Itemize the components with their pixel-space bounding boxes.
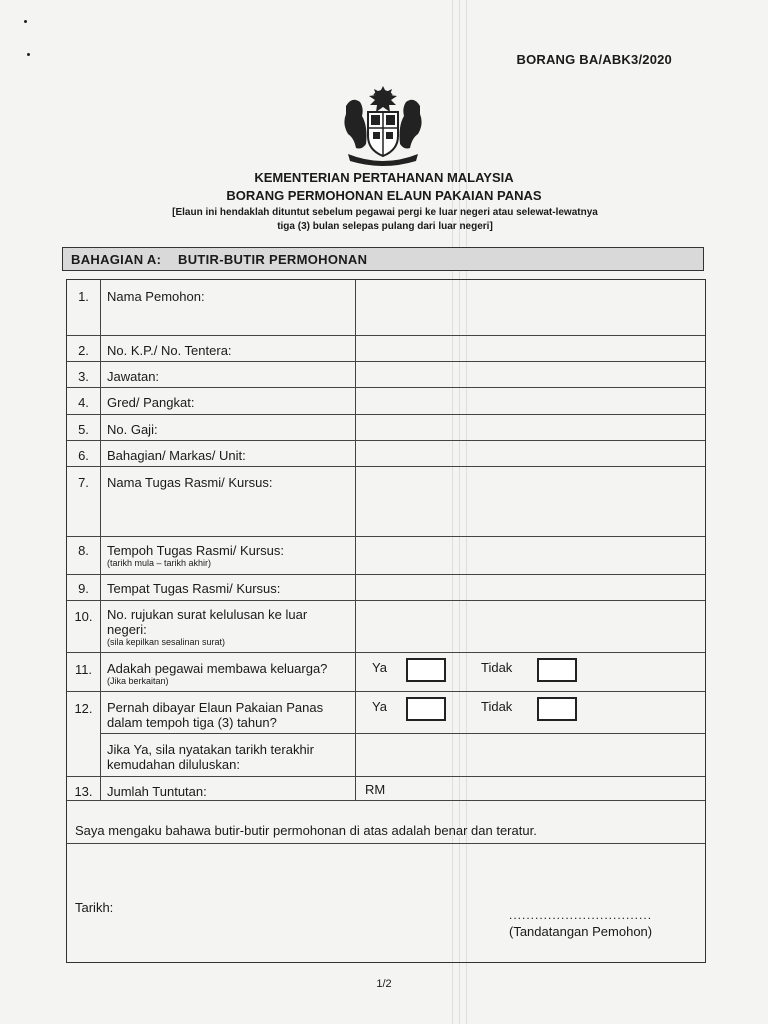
field-label-jawatan: Jawatan: bbox=[107, 369, 160, 384]
column-divider bbox=[100, 280, 101, 800]
coat-of-arms-emblem bbox=[334, 84, 432, 166]
column-divider bbox=[355, 280, 356, 800]
row-divider bbox=[67, 335, 705, 336]
row-divider bbox=[67, 691, 705, 692]
field-label-no-rujukan bbox=[107, 607, 339, 648]
form-note bbox=[120, 206, 650, 234]
field-label-tempoh-tugas bbox=[107, 543, 357, 569]
checkbox-tidak-keluarga[interactable] bbox=[537, 658, 577, 682]
date-label: Tarikh: bbox=[75, 900, 114, 915]
field-hint: (tarikh mula – tarikh akhir) bbox=[107, 558, 212, 568]
item-number: 9. bbox=[78, 581, 89, 596]
signature-line[interactable]: ................................. bbox=[509, 908, 653, 922]
row-divider bbox=[67, 574, 705, 575]
form-title: BORANG PERMOHONAN ELAUN PAKAIAN PANAS bbox=[226, 188, 542, 203]
field-label-tempat-tugas: Tempat Tugas Rasmi/ Kursus: bbox=[107, 581, 281, 596]
signature-label: (Tandatangan Pemohon) bbox=[509, 924, 653, 939]
field-label-gred: Gred/ Pangkat: bbox=[107, 395, 195, 410]
item-number: 1. bbox=[78, 289, 89, 304]
item-number: 12. bbox=[74, 701, 93, 716]
field-label-nama-tugas: Nama Tugas Rasmi/ Kursus: bbox=[107, 475, 273, 490]
option-ya-label: Ya bbox=[372, 699, 387, 714]
item-number: 13. bbox=[74, 784, 93, 799]
row-divider bbox=[67, 843, 705, 844]
currency-label: RM bbox=[365, 782, 386, 797]
row-divider bbox=[67, 536, 705, 537]
field-label-bawa-keluarga bbox=[107, 661, 357, 687]
form-code: BORANG BA/ABK3/2020 bbox=[516, 52, 672, 67]
form-note-line-2: tiga (3) bulan selepas pulang dari luar negeri] bbox=[277, 221, 493, 232]
section-id: BAHAGIAN A: bbox=[71, 252, 162, 267]
field-label-pernah-dibayar: Pernah dibayar Elaun Pakaian Panas dalam tempoh tiga (3) tahun? bbox=[107, 700, 324, 730]
form-note-line-1: [Elaun ini hendaklah dituntut sebelum pegawai pergi ke luar negeri atau selewat-lewatnya bbox=[172, 207, 598, 218]
row-divider bbox=[67, 652, 705, 653]
item-number: 4. bbox=[78, 395, 89, 410]
row-divider bbox=[67, 776, 705, 777]
item-number: 6. bbox=[78, 448, 89, 463]
field-label-no-kp: No. K.P./ No. Tentera: bbox=[107, 343, 232, 358]
item-number: 10. bbox=[74, 609, 93, 624]
row-divider bbox=[67, 800, 705, 801]
field-label-jumlah-tuntutan: Jumlah Tuntutan: bbox=[107, 784, 207, 799]
section-header bbox=[62, 247, 704, 271]
row-divider bbox=[67, 387, 705, 388]
scan-speck bbox=[27, 53, 30, 56]
item-number: 11. bbox=[74, 662, 93, 677]
declaration-text: Saya mengaku bahawa butir-butir permohonan di atas adalah benar dan teratur. bbox=[75, 823, 537, 838]
application-form-table bbox=[66, 279, 706, 963]
row-divider bbox=[67, 600, 705, 601]
item-number: 5. bbox=[78, 422, 89, 437]
field-label-text: No. rujukan surat kelulusan ke luar negeri: bbox=[107, 607, 308, 637]
option-tidak-label: Tidak bbox=[481, 699, 513, 714]
row-divider bbox=[67, 440, 705, 441]
section-title: BUTIR-BUTIR PERMOHONAN bbox=[178, 252, 368, 267]
field-label-text: Tempoh Tugas Rasmi/ Kursus: bbox=[107, 543, 285, 558]
field-label-text: Adakah pegawai membawa keluarga? bbox=[107, 661, 328, 676]
row-divider bbox=[67, 466, 705, 467]
item-number: 7. bbox=[78, 475, 89, 490]
item-number: 3. bbox=[78, 369, 89, 384]
field-hint: (Jika berkaitan) bbox=[107, 676, 169, 686]
field-label-bahagian: Bahagian/ Markas/ Unit: bbox=[107, 448, 246, 463]
option-tidak-label: Tidak bbox=[481, 660, 513, 675]
page-number: 1/2 bbox=[376, 978, 392, 990]
row-divider bbox=[67, 361, 705, 362]
ministry-name: KEMENTERIAN PERTAHANAN MALAYSIA bbox=[254, 170, 514, 185]
field-label-no-gaji: No. Gaji: bbox=[107, 422, 158, 437]
item-number: 2. bbox=[78, 343, 89, 358]
checkbox-tidak-pernah-dibayar[interactable] bbox=[537, 697, 577, 721]
field-hint: (sila kepilkan sesalinan surat) bbox=[107, 637, 226, 647]
item-number: 8. bbox=[78, 543, 89, 558]
checkbox-ya-keluarga[interactable] bbox=[406, 658, 446, 682]
row-divider bbox=[67, 414, 705, 415]
scan-speck bbox=[24, 20, 27, 23]
row-divider bbox=[100, 733, 705, 734]
field-label-tarikh-terakhir: Jika Ya, sila nyatakan tarikh terakhir kemudahan diluluskan: bbox=[107, 742, 314, 772]
checkbox-ya-pernah-dibayar[interactable] bbox=[406, 697, 446, 721]
option-ya-label: Ya bbox=[372, 660, 387, 675]
field-label-nama-pemohon: Nama Pemohon: bbox=[107, 289, 205, 304]
